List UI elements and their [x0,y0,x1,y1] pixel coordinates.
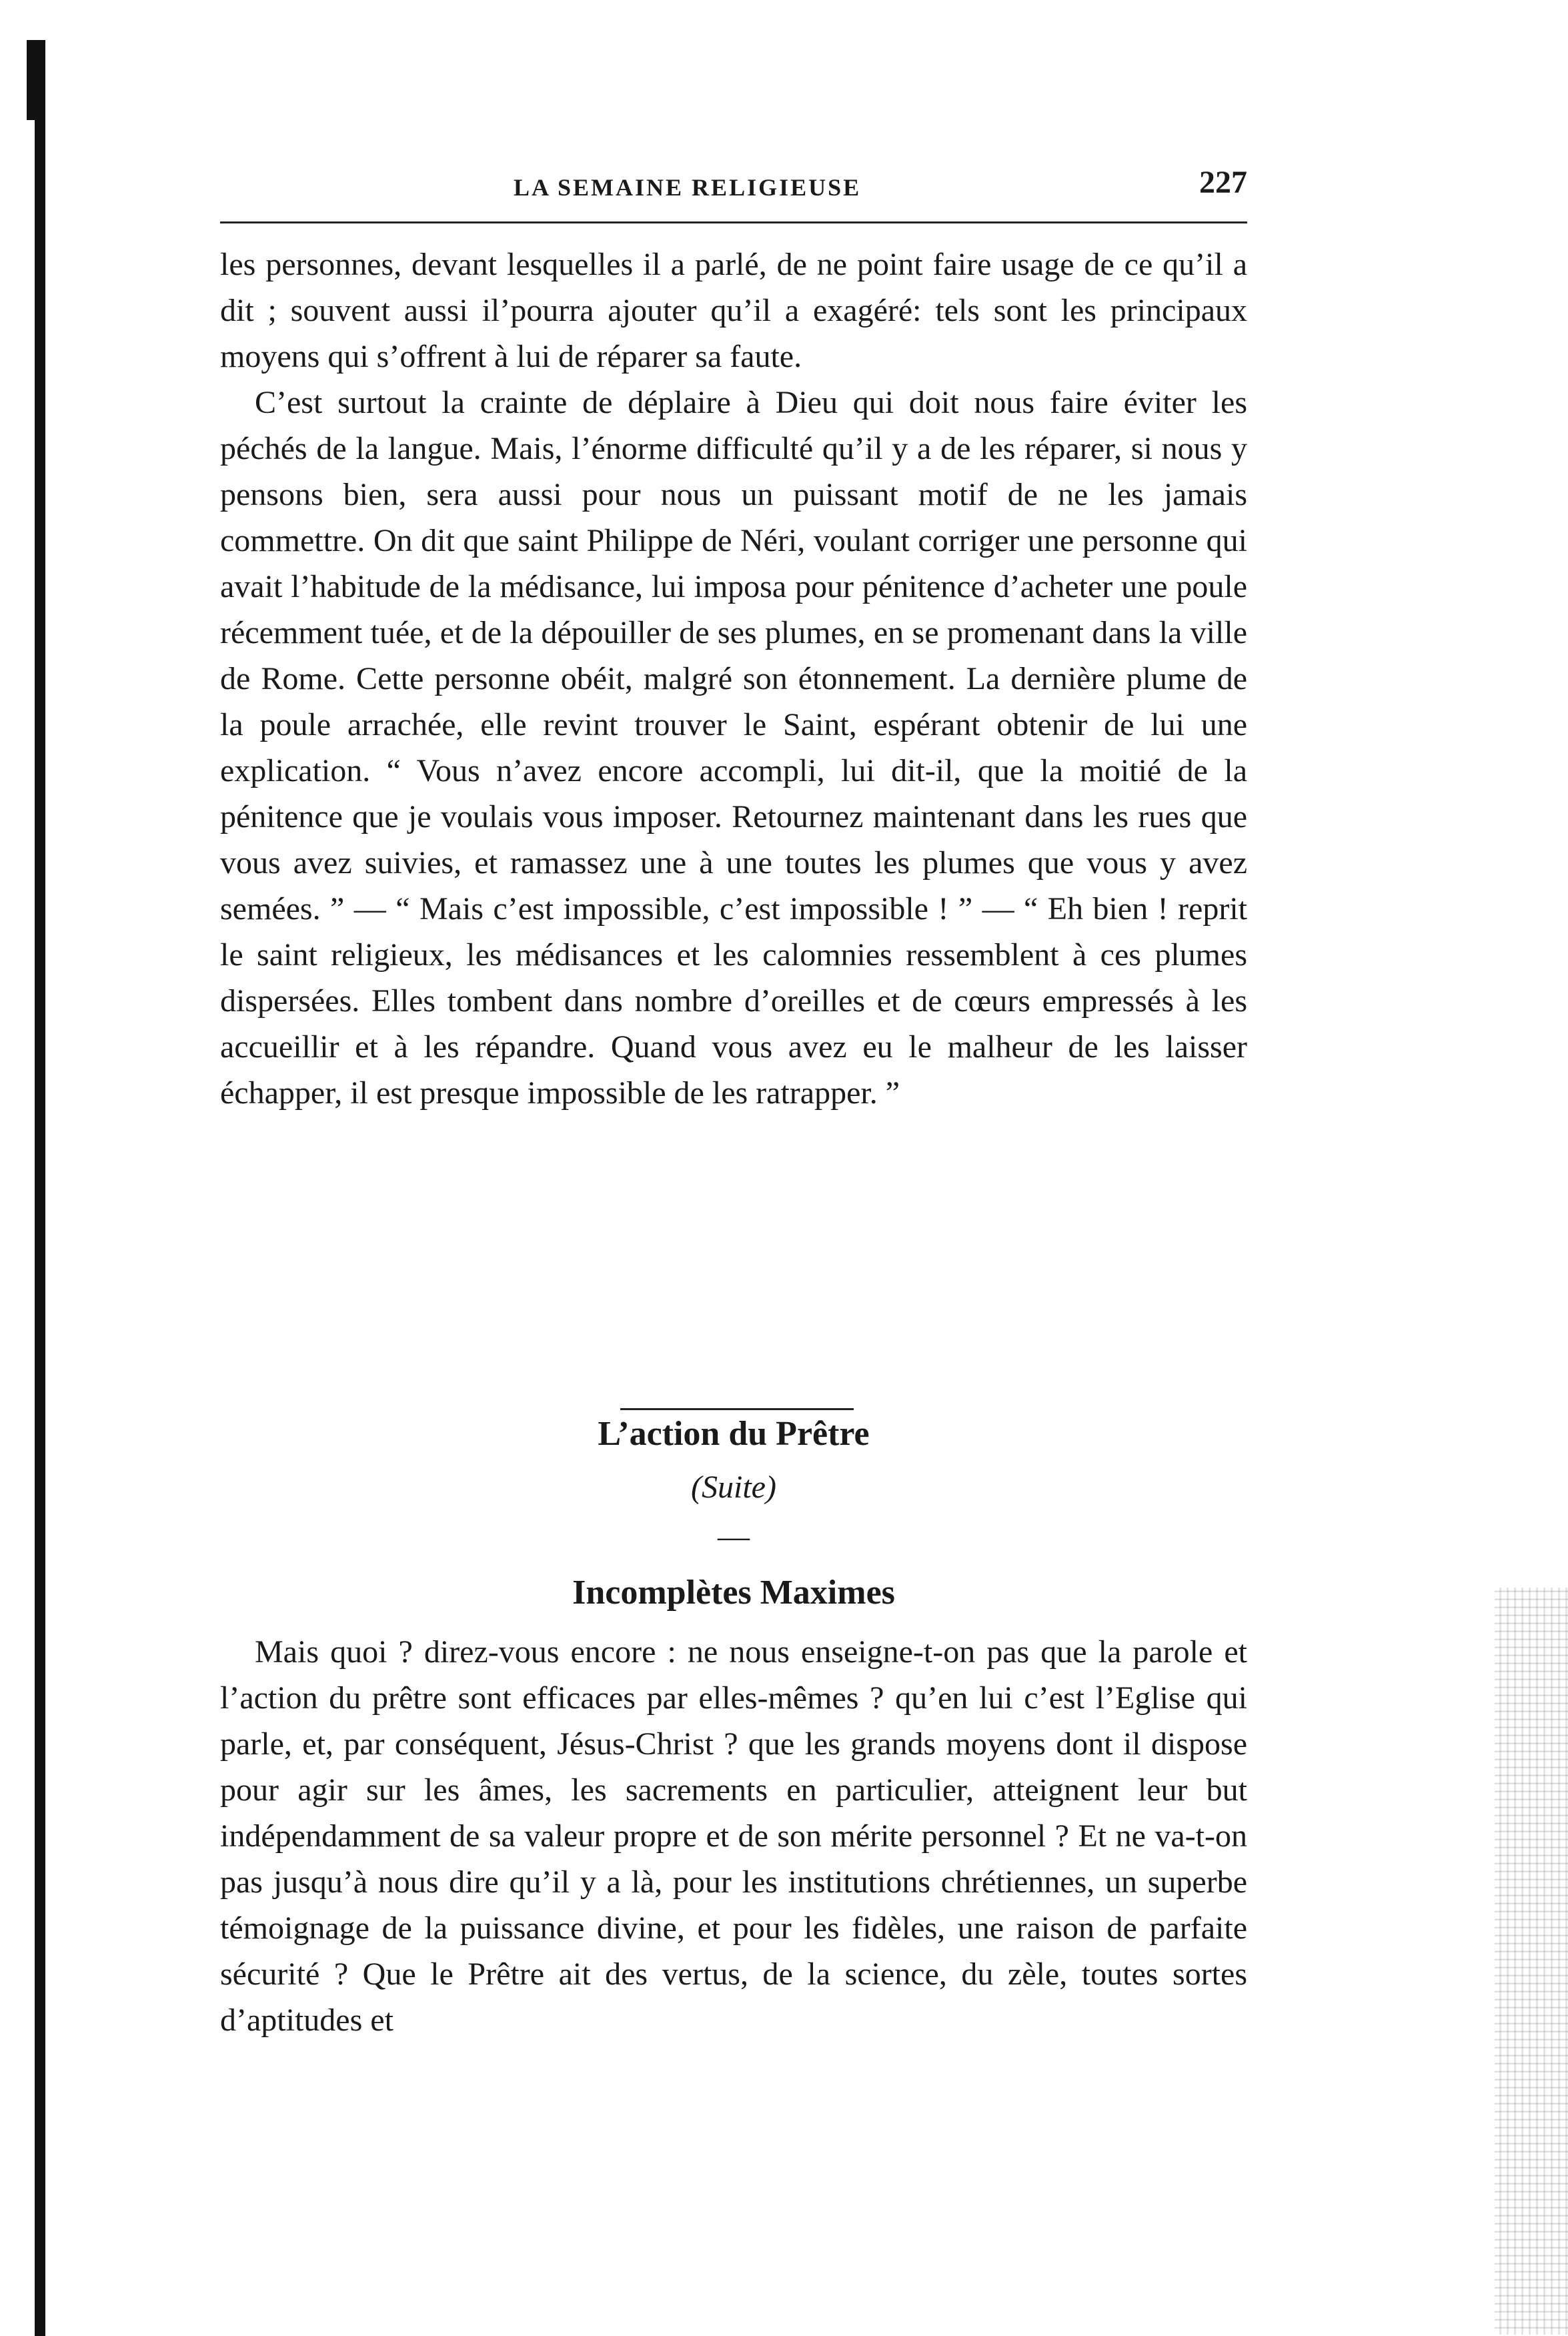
section-heading: Incomplètes Maximes [572,1574,895,1612]
page-number: 227 [1199,165,1247,200]
paragraph-neri-anecdote: C’est surtout la crainte de déplaire à Dieu qui doit nous faire éviter les péchés de la langue. Mais, l’énorme difficulté qu’il y a de les réparer, si nous y pensons bien, sera aussi pour nous un puissant motif de ne les jamais commettre. On dit que saint Philippe de Néri, voulant corriger une personne qui avait l’habitude de la médisance, lui imposa pour pénitence d’acheter une poule récemment tuée, et de la dépouiller de ses plumes, en se promenant dans la ville de Rome. Cette personne obéit, malgré son étonnement. La dernière plume de la poule arrachée, elle revint trouver le Saint, espérant obtenir de lui une explication. “ Vous n’avez encore accompli, lui dit-il, que la moitié de la pénitence que je voulais vous imposer. Retournez maintenant dans les rues que vous avez suivies, et ramassez une à une toutes les plumes que vous y avez semées. ” — “ Mais c’est impossible, c’est impossible ! ” — “ Eh bien ! reprit le saint religieux, les médisances et les calomnies ressemblent à ces plumes dispersées. Elles tombent dans nombre d’oreilles et de cœurs empressés à les accueillir et à les répandre. Quand vous avez eu le malheur de les laisser échapper, il est presque impossible de les ratrapper. ” [220,385,1247,1111]
scan-binding-edge [35,40,45,2336]
book-page [220,160,1247,2038]
paragraph-continuation: les personnes, devant lesquelles il a parlé, de ne point faire usage de ce qu’il a dit ; souvent aussi il’pourra ajouter qu’il a exagéré: tels sont les principaux moyens qui s’offrent à lui de réparer sa faute. [220,247,1247,374]
section-title: L’action du Prêtre [598,1415,870,1453]
paragraph-maximes: Mais quoi ? direz-vous encore : ne nous enseigne-t-on pas que la parole et l’action du prêtre sont efficaces par elles-mêmes ? qu’en lui c’est l’Eglise qui parle, et, par conséquent, Jésus-Christ ? que les grands moyens dont il dispose pour agir sur les âmes, les sacrements en particulier, atteignent leur but indépendamment de sa valeur propre et de son mérite personnel ? Et ne va-t-on pas jusqu’à nous dire qu’il y a là, pour les institutions chrétiennes, un superbe témoignage de la puissance divine, et pour les fidèles, une raison de parfaite sécurité ? Que le Prêtre ait des vertus, de la science, du zèle, toutes sortes d’aptitudes et [220,1634,1247,2038]
section-subtitle: (Suite) [691,1470,776,1505]
running-title: LA SEMAINE RELIGIEUSE [514,174,862,201]
scan-margin-noise [1495,1588,1568,2335]
header-rule [220,221,1247,223]
body-text-section-2 [220,1629,1247,2043]
running-header [220,160,1247,213]
body-text-section-1 [220,241,1247,1116]
section-divider-rule [620,1408,854,1410]
section-separator-dash: — [718,1519,750,1554]
